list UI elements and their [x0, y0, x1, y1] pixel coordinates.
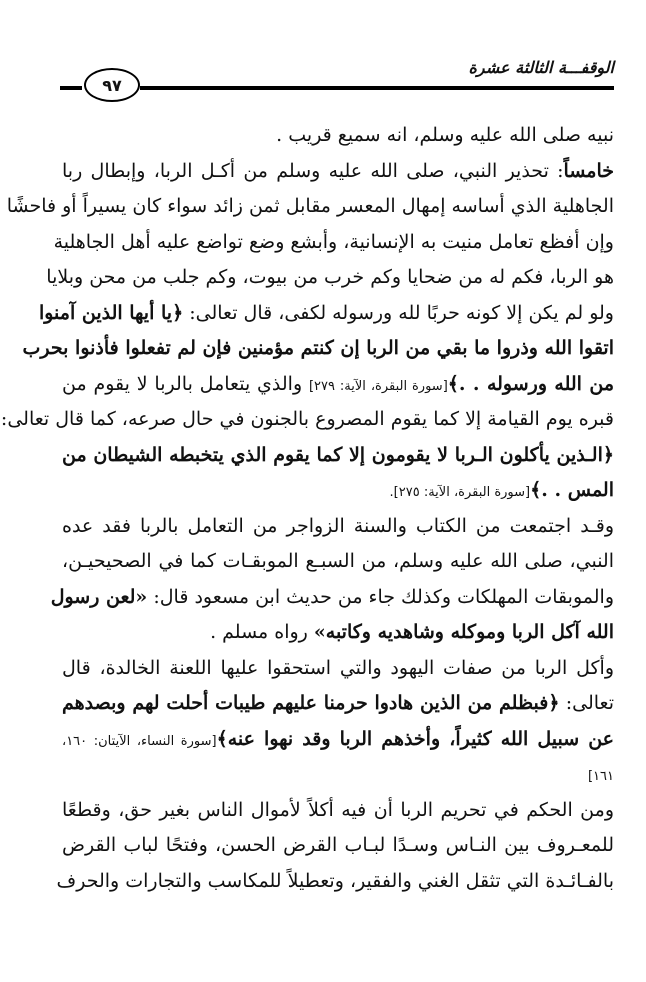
- text-line: [62, 757, 614, 793]
- quoted-text: «لعن رسول: [50, 585, 148, 608]
- text-line: [62, 615, 614, 651]
- quoted-text: ﴿الـذين يأكلون الـربا لا يقومون إلا كما يقوم الذي يتخبطه الشيطان من: [62, 443, 614, 466]
- text-line: [62, 438, 614, 474]
- text-run: تعالى:: [559, 692, 615, 714]
- text-line: [62, 473, 614, 509]
- quoted-text: الله آكل الربا وموكله وشاهديه وكاتبه»: [313, 621, 614, 643]
- text-line: [6, 189, 614, 225]
- quoted-text: المس . .﴾: [530, 479, 614, 501]
- text-run: للمعـروف بين النـاس وسـدًا لبـاب القرض الحسن، وفتحًا لباب القرض: [62, 834, 614, 856]
- citation: [سورة النساء، الآيتان: ١٦٠،: [62, 733, 217, 749]
- text-run: ومن الحكم في تحريم الربا أن فيه أكلاً لأموال الناس بغير حق، وقطعًا: [62, 798, 614, 821]
- quoted-text: من الله ورسوله . .﴾: [447, 372, 614, 395]
- page-number: ٩٧: [84, 68, 140, 102]
- citation: [سورة البقرة، الآية: ٢٧٩]: [308, 378, 448, 394]
- text-line: [62, 544, 614, 580]
- text-run: بالفـائـدة التي تثقل الغني والفقير، وتعطيلاً للمكاسب والتجارات والحرف: [56, 869, 614, 892]
- text-line: [50, 580, 614, 616]
- text-line: [46, 260, 614, 296]
- text-line: [53, 225, 614, 261]
- header-rule-left: [60, 86, 82, 90]
- text-line: [62, 828, 614, 864]
- text-run: وقـد اجتمعت من الكتاب والسنة الزواجر من التعامل بالربا فقد عده: [62, 514, 614, 537]
- text-run: والموبقات المهلكات وكذلك جاء من حديث ابن مسعود قال:: [147, 585, 614, 608]
- header-rule: [140, 86, 614, 90]
- text-line: [62, 722, 614, 758]
- text-line: [56, 864, 614, 900]
- text-line: [38, 296, 614, 332]
- quoted-text: ﴿يا أيها الذين آمنوا: [38, 301, 184, 324]
- text-run: وإن أفظع تعامل منيت به الإنسانية، وأبشع وضع تواضع عليه أهل الجاهلية: [53, 230, 614, 253]
- text-line: [62, 118, 614, 154]
- quoted-text: ﴿فبظلم من الذين هادوا حرمنا عليهم طيبات أحلت لهم وبصدهم: [62, 692, 560, 714]
- text-run: ولو لم يكن إلا كونه حربًا لله ورسوله لكفى، قال تعالى:: [183, 301, 614, 324]
- chapter-title: الوقفـــة الثالثة عشرة: [468, 58, 614, 77]
- text-run: : تحذير النبي، صلى الله عليه وسلم من أكـل الربا، وإبطال ربا: [62, 159, 564, 182]
- text-run: قبره يوم القيامة إلا كما يقوم المصروع بالجنون في حال صرعه، كما قال تعالى:: [0, 408, 614, 430]
- text-line: [62, 367, 614, 403]
- text-run: نبيه صلى الله عليه وسلم، انه سميع قريب .: [276, 124, 614, 146]
- text-run: رواه مسلم .: [210, 621, 314, 643]
- quoted-text: خامساً: [563, 159, 614, 182]
- text-line: [62, 509, 614, 545]
- text-line: [62, 793, 614, 829]
- quoted-text: اتقوا الله وذروا ما بقي من الربا إن كنتم مؤمنين فإن لم تفعلوا فأذنوا بحرب: [22, 337, 614, 359]
- text-line: [62, 686, 614, 722]
- text-run: هو الربا، فكم له من ضحايا وكم خرب من بيوت، وكم جلب من محن وبلايا: [46, 266, 614, 288]
- text-run: والذي يتعامل بالربا لا يقوم من: [62, 372, 309, 395]
- text-line: [22, 331, 614, 367]
- body-text: [0, 118, 615, 899]
- page-header: [60, 56, 614, 96]
- text-line: [62, 154, 614, 190]
- text-line: [62, 651, 614, 687]
- text-run: وأكل الربا من صفات اليهود والتي استحقوا عليها اللعنة الخالدة، قال: [62, 656, 614, 679]
- text-run: النبي، صلى الله عليه وسلم، من السبـع الموبقـات كما في الصحيحيـن،: [62, 550, 614, 572]
- quoted-text: عن سبيل الله كثيراً، وأخذهم الربا وقد نهوا عنه﴾: [216, 727, 615, 750]
- citation: [سورة البقرة، الآية: ٢٧٥].: [389, 485, 531, 500]
- text-line: [0, 402, 614, 438]
- text-run: الجاهلية الذي أساسه إمهال المعسر مقابل ثمن زائد سواء كان يسيراً أو فاحشًا: [6, 195, 614, 217]
- citation: ١٦١]: [587, 769, 614, 784]
